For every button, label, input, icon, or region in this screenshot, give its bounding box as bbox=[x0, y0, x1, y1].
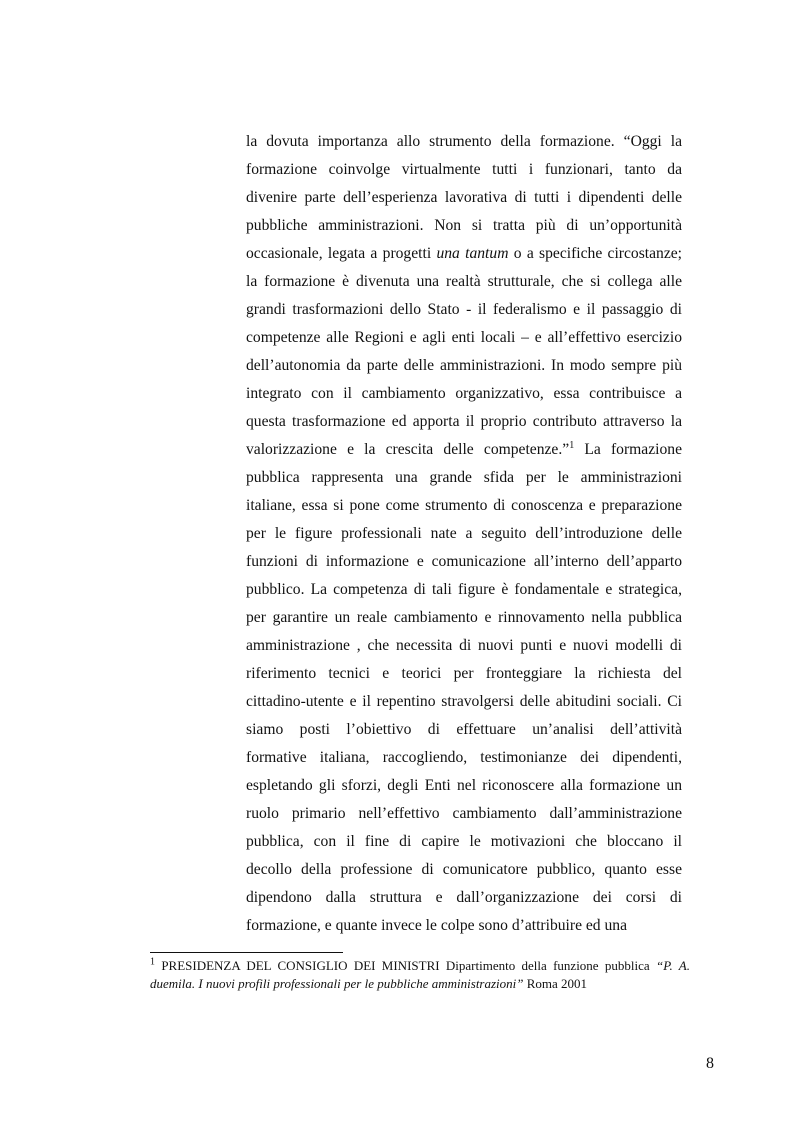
text-segment: La formazione bbox=[574, 441, 682, 458]
text-line: pubbliche amministrazioni. Non si tratta più di un’opportunità bbox=[246, 217, 682, 234]
text-line: siamo posti l’obiettivo di effettuare un’analisi dell’attività bbox=[246, 721, 682, 738]
text-line: per le figure professionali nate a seguito dell’introduzione delle bbox=[246, 525, 682, 542]
footnote-separator bbox=[150, 952, 343, 953]
footnote-text: PRESIDENZA DEL CONSIGLIO DEI MINISTRI Dipartimento della funzione pubblica bbox=[155, 958, 656, 973]
text-line: pubblico. La competenza di tali figure è fondamentale e strategica, bbox=[246, 581, 682, 598]
text-line: italiane, essa si pone come strumento di conoscenza e preparazione bbox=[246, 497, 682, 514]
text-line: cittadino-utente e il repentino stravolgersi delle abitudini sociali. Ci bbox=[246, 693, 682, 710]
page-number: 8 bbox=[706, 1055, 714, 1072]
footnote-line bbox=[150, 957, 690, 975]
text-line: pubblica, con il fine di capire le motivazioni che bloccano il bbox=[246, 833, 682, 850]
text-line bbox=[246, 240, 682, 268]
text-line: decollo della professione di comunicatore pubblico, quanto esse bbox=[246, 861, 682, 878]
text-line: la dovuta importanza allo strumento della formazione. “Oggi la bbox=[246, 133, 682, 150]
text-line: dipendono dalla struttura e dall’organizzazione dei corsi di bbox=[246, 889, 682, 906]
footnote-text: Roma 2001 bbox=[523, 975, 588, 991]
text-line: dell’autonomia da parte delle amministrazioni. In modo sempre più bbox=[246, 357, 682, 374]
footnote-reference[interactable]: 1 bbox=[569, 439, 575, 451]
footnote-line bbox=[150, 975, 690, 993]
body-text bbox=[246, 128, 682, 940]
text-line: amministrazione , che necessita di nuovi punti e nuovi modelli di bbox=[246, 637, 682, 654]
text-line: integrato con il cambiamento organizzativo, essa contribuisce a bbox=[246, 385, 682, 402]
text-line: formative italiana, raccogliendo, testimonianze dei dipendenti, bbox=[246, 749, 682, 766]
italic-phrase: una tantum bbox=[436, 245, 509, 262]
text-segment: valorizzazione e la crescita delle competenze.” bbox=[246, 441, 570, 458]
text-line bbox=[246, 436, 682, 464]
text-line: pubblica rappresenta una grande sfida per le amministrazioni bbox=[246, 469, 682, 486]
text-line: espletando gli sforzi, degli Enti nel riconoscere alla formazione un bbox=[246, 777, 682, 794]
text-line: funzioni di informazione e comunicazione all’interno dell’apparto bbox=[246, 553, 682, 570]
text-line: competenze alle Regioni e agli enti locali – e all’effettivo esercizio bbox=[246, 329, 682, 346]
text-line: formazione, e quante invece le colpe sono d’attribuire ed una bbox=[246, 917, 628, 934]
text-line: ruolo primario nell’effettivo cambiamento dall’amministrazione bbox=[246, 805, 682, 822]
footnote-title: “P. A. bbox=[655, 958, 690, 973]
text-segment: occasionale, legata a progetti bbox=[246, 245, 437, 262]
text-line: grandi trasformazioni dello Stato - il federalismo e il passaggio di bbox=[246, 301, 682, 318]
text-line: formazione coinvolge virtualmente tutti i funzionari, tanto da bbox=[246, 161, 682, 178]
text-line: questa trasformazione ed apporta il proprio contributo attraverso la bbox=[246, 413, 682, 430]
text-line: per garantire un reale cambiamento e rinnovamento nella pubblica bbox=[246, 609, 682, 626]
text-line: la formazione è divenuta una realtà strutturale, che si collega alle bbox=[246, 273, 682, 290]
text-line: riferimento tecnici e teorici per fronteggiare la richiesta del bbox=[246, 665, 682, 682]
footnote-title: duemila. I nuovi profili professionali per le pubbliche amministrazioni” bbox=[150, 975, 524, 991]
text-segment: o a specifiche circostanze; bbox=[508, 245, 682, 262]
footnote bbox=[150, 957, 690, 992]
footnote-number: 1 bbox=[150, 956, 155, 968]
text-line: divenire parte dell’esperienza lavorativa di tutti i dipendenti delle bbox=[246, 189, 682, 206]
